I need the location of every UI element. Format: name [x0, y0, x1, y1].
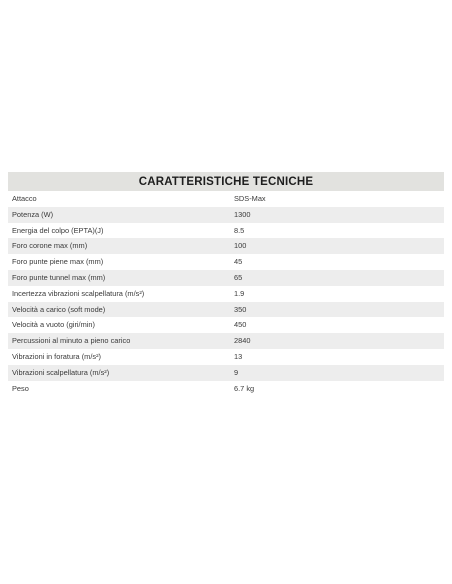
spec-label: Attacco — [8, 191, 226, 207]
spec-label: Velocità a carico (soft mode) — [8, 302, 226, 318]
spec-value: 1300 — [226, 207, 444, 223]
spec-label: Potenza (W) — [8, 207, 226, 223]
spec-value: 1.9 — [226, 286, 444, 302]
table-title: CARATTERISTICHE TECNICHE — [8, 172, 444, 191]
spec-label: Percussioni al minuto a pieno carico — [8, 333, 226, 349]
table-row — [8, 191, 444, 207]
spec-label: Foro corone max (mm) — [8, 238, 226, 254]
table-row — [8, 317, 444, 333]
spec-value: SDS-Max — [226, 191, 444, 207]
spec-value: 350 — [226, 302, 444, 318]
spec-value: 6.7 kg — [226, 381, 444, 397]
table-row — [8, 381, 444, 397]
spec-label: Foro punte piene max (mm) — [8, 254, 226, 270]
table-row — [8, 349, 444, 365]
spec-value: 450 — [226, 317, 444, 333]
spec-label: Vibrazioni in foratura (m/s²) — [8, 349, 226, 365]
spec-label: Velocità a vuoto (giri/min) — [8, 317, 226, 333]
spec-value: 8.5 — [226, 223, 444, 239]
table-row — [8, 254, 444, 270]
table-row — [8, 333, 444, 349]
spec-label: Peso — [8, 381, 226, 397]
table-row — [8, 223, 444, 239]
table-row — [8, 286, 444, 302]
spec-value: 100 — [226, 238, 444, 254]
table-header-row — [8, 172, 444, 191]
specifications-table — [8, 172, 444, 396]
spec-value: 45 — [226, 254, 444, 270]
table-row — [8, 207, 444, 223]
spec-label: Vibrazioni scalpellatura (m/s²) — [8, 365, 226, 381]
spec-label: Foro punte tunnel max (mm) — [8, 270, 226, 286]
spec-value: 13 — [226, 349, 444, 365]
table-body — [8, 191, 444, 396]
spec-label: Energia del colpo (EPTA)(J) — [8, 223, 226, 239]
spec-label: Incertezza vibrazioni scalpellatura (m/s²) — [8, 286, 226, 302]
spec-value: 9 — [226, 365, 444, 381]
spec-value: 2840 — [226, 333, 444, 349]
table-row — [8, 302, 444, 318]
table-row — [8, 365, 444, 381]
spec-value: 65 — [226, 270, 444, 286]
table-row — [8, 238, 444, 254]
table-row — [8, 270, 444, 286]
